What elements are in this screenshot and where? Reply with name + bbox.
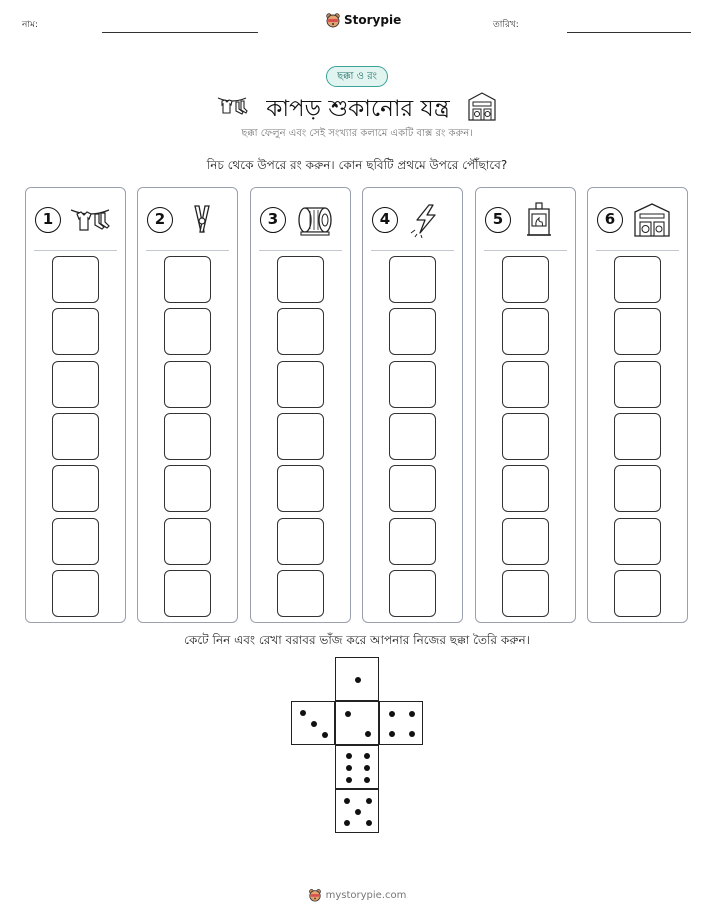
column-number: 1 [35,207,61,233]
laundry-shop-icon [466,90,498,122]
footer-url[interactable]: mystorypie.com [325,889,407,901]
column-header [363,188,462,250]
color-box[interactable] [52,518,99,565]
color-box[interactable] [164,570,211,617]
die-pip [346,753,352,759]
color-box[interactable] [277,256,324,303]
column-header [138,188,237,250]
die-face-5 [335,789,379,833]
color-box[interactable] [389,256,436,303]
color-box[interactable] [164,256,211,303]
die-pip [364,777,370,783]
color-box[interactable] [614,413,661,460]
color-box[interactable] [502,413,549,460]
page-header [0,0,714,40]
column-divider [371,250,454,251]
cut-instruction: কেটে নিন এবং রেখা বরাবর ভাঁজ করে আপনার নিজের ছক্কা তৈরি করুন। [184,633,530,647]
column-divider [484,250,567,251]
column-number: 6 [597,207,623,233]
page-title: কাপড় শুকানোর যন্ত্র [266,96,450,122]
color-box[interactable] [614,308,661,355]
die-pip [389,711,395,717]
race-column-1 [25,187,126,623]
race-column-4 [362,187,463,623]
die-pip [300,710,306,716]
brand-logo [325,12,401,28]
die-pip [364,765,370,771]
color-box[interactable] [389,361,436,408]
bear-icon [308,888,322,902]
die-pip [345,711,351,717]
column-header [26,188,125,250]
color-box[interactable] [502,361,549,408]
color-box[interactable] [614,361,661,408]
subtitle: ছক্কা ফেলুন এবং সেই সংখ্যার কলামে একটি বাক্স রং করুন। [241,128,473,139]
color-box[interactable] [389,518,436,565]
laundry-shop-icon [632,202,672,238]
die-pip [322,732,328,738]
color-box[interactable] [389,465,436,512]
stove-heater-icon [520,202,560,238]
die-pip [346,777,352,783]
color-box[interactable] [389,570,436,617]
color-box[interactable] [164,518,211,565]
die-pip [409,711,415,717]
column-divider [596,250,679,251]
color-box[interactable] [502,465,549,512]
instruction: নিচ থেকে উপরে রং করুন। কোন ছবিটি প্রথমে উপরে পৌঁছাবে? [206,158,508,172]
color-box[interactable] [389,308,436,355]
column-header [588,188,687,250]
color-box[interactable] [52,413,99,460]
clothesline-icon [70,202,110,238]
title-row [0,88,714,124]
color-box[interactable] [277,413,324,460]
column-number: 2 [147,207,173,233]
column-divider [146,250,229,251]
color-box[interactable] [277,361,324,408]
color-box[interactable] [277,465,324,512]
color-box[interactable] [614,570,661,617]
color-box[interactable] [277,570,324,617]
name-label: নাম: [22,20,39,30]
race-column-5 [475,187,576,623]
column-header [476,188,575,250]
die-pip [366,798,372,804]
column-number: 5 [485,207,511,233]
color-box[interactable] [502,256,549,303]
color-box[interactable] [52,308,99,355]
die-pip [346,765,352,771]
die-pip [409,731,415,737]
date-line [567,32,691,33]
die-face-4 [379,701,423,745]
die-pip [389,731,395,737]
color-box[interactable] [502,518,549,565]
date-label: তারিখ: [493,20,519,30]
die-pip [366,820,372,826]
race-column-3 [250,187,351,623]
color-box[interactable] [389,413,436,460]
color-box[interactable] [277,308,324,355]
color-box[interactable] [52,465,99,512]
die-pip [364,753,370,759]
die-face-2 [335,701,379,745]
die-pip [344,798,350,804]
color-box[interactable] [52,570,99,617]
race-column-6 [587,187,688,623]
column-divider [259,250,342,251]
die-face-3 [291,701,335,745]
die-face-6 [335,745,379,789]
brand-name: Storypie [344,13,402,27]
race-column-2 [137,187,238,623]
clothespin-icon [182,202,222,238]
lightning-icon [407,202,447,238]
column-header [251,188,350,250]
color-box[interactable] [164,361,211,408]
color-box[interactable] [277,518,324,565]
color-box[interactable] [164,465,211,512]
dryer-drum-icon [295,202,335,238]
die-pip [355,809,361,815]
color-box[interactable] [164,413,211,460]
column-divider [34,250,117,251]
clothesline-icon [216,92,248,120]
column-number: 3 [260,207,286,233]
column-number: 4 [372,207,398,233]
die-face-1 [335,657,379,701]
die-pip [355,677,361,683]
game-type-badge: ছক্কা ও রং [326,66,388,87]
color-box[interactable] [502,308,549,355]
die-pip [311,721,317,727]
color-box[interactable] [52,256,99,303]
color-box[interactable] [52,361,99,408]
color-box[interactable] [502,570,549,617]
color-box[interactable] [614,518,661,565]
bear-icon [325,12,341,28]
name-line [102,32,258,33]
die-pip [365,731,371,737]
color-box[interactable] [614,256,661,303]
die-pip [344,820,350,826]
page-footer [0,888,714,902]
color-box[interactable] [164,308,211,355]
color-box[interactable] [614,465,661,512]
